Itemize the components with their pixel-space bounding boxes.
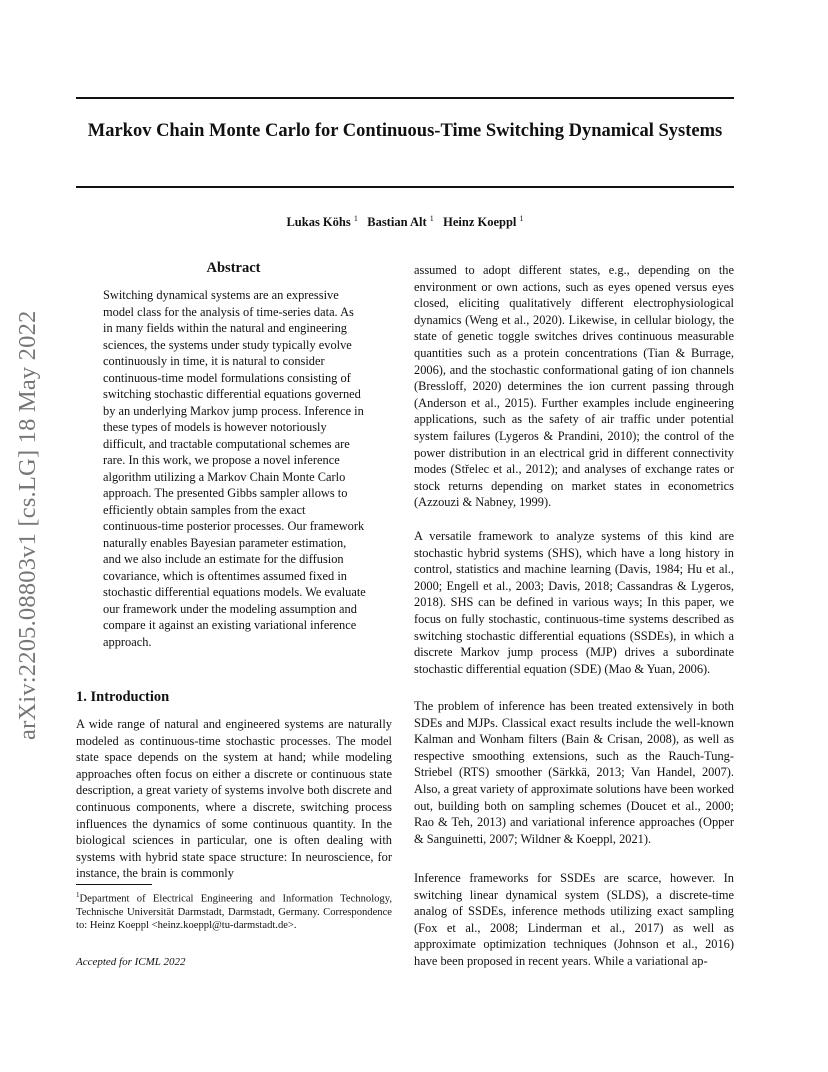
author-list [76,214,734,230]
author-affiliation: 1 [429,214,434,223]
intro-paragraph: The problem of inference has been treated extensively in both SDEs and MJPs. Classical exact results include the well-known Kalman and Wonham filters (Bain & Crisan, 2008), as well as respective smoothing extensions, such as the Rauch-Tung-Striebel (RTS) smoother (Särkkä, 2013; Van Handel, 2007). Also, a great variety of approximate solutions have been worked out, building both on sampling schemes (Doucet et al., 2000; Rao & Teh, 2013) and variational inference approaches (Opper & Sanguinetti, 2007; Wildner & Koeppl, 2021). [414,699,734,846]
footnote-rule [76,884,152,885]
intro-paragraph: A wide range of natural and engineered systems are naturally modeled as continuous-time stochastic processes. The model state space depends on the system at hand; while modeling approaches often focus on either a discrete or continuous state description, a great variety of systems involve both discrete and continuous components, where a discrete, switching process influences the dynamics of some continuous quantity. In the biological sciences in particular, one is often dealing with systems with hybrid state space structure: In neuroscience, for instance, the brain is commonly [76,717,392,881]
intro-paragraph: assumed to adopt different states, e.g., depending on the environment or own actions, such as eyes opened versus eyes closed, eliciting qualitatively different electrophysiological dynamics (Weng et al., 2020). Likewise, in cellular biology, the state of genetic toggle switches drives continuous measurable quantities such as a protein concentrations (Tian & Burrage, 2006), and the stochastic conformational gating of ion channels (Bressloff, 2020) determines the ion current passing through (Anderson et al., 2015). Further examples include engineering applications, such as the safety of air traffic under potential system failures (Lygeros & Prandini, 2010); the control of the power distribution in an electrical grid in different connectivity modes (Střelec et al., 2012); and analyses of exchange rates or stock returns depending on market states in econometrics (Azzouzi & Nabney, 1999). [414,263,734,510]
author-affiliation: 1 [519,214,524,223]
abstract-text: Switching dynamical systems are an expressive model class for the analysis of time-series data. As in many fields within the natural and engineering sciences, the systems under study typically evolve continuously in time, it is natural to consider continuous-time model formulations consisting of switching stochastic differential equations governed by an underlying Markov jump process. Inference in these types of models is however notoriously difficult, and tractable computational schemes are rare. In this work, we propose a novel inference algorithm utilizing a Markov Chain Monte Carlo approach. The presented Gibbs sampler allows to efficiently obtain samples from the exact continuous-time posterior processes. Our framework naturally enables Bayesian parameter estimation, and we also include an estimate for the diffusion covariance, which is oftentimes assumed fixed in stochastic differential equations models. We evaluate our framework under the modeling assumption and compare it against an existing variational inference approach. [103,288,366,649]
intro-paragraph: Inference frameworks for SSDEs are scarce, however. In switching linear dynamical system (SLDS), a discrete-time analog of SSDEs, inference methods utilizing exact sampling (Fox et al., 2008; Linderman et al., 2017) as well as approximate optimization techniques (Johnson et al., 2016) have been proposed in recent years. While a variational ap- [414,871,734,968]
title-top-rule [76,97,734,99]
paper-title: Markov Chain Monte Carlo for Continuous-Time Switching Dynamical Systems [87,121,723,141]
section-heading-introduction: 1. Introduction [76,689,170,705]
acceptance-note: Accepted for ICML 2022 [76,956,186,968]
intro-paragraph: A versatile framework to analyze systems of this kind are stochastic hybrid systems (SHS), which have a long history in control, statistics and machine learning (Davis, 1984; Hu et al., 2000; Engell et al., 2003; Davis, 2018; Cassandras & Lygeros, 2018). SHS can be defined in various ways; In this paper, we focus on fully stochastic, continuous-time systems described as switching stochastic differential equations (SSDEs), in which a discrete Markov jump process (MJP) drives a subordinate stochastic differential equation (SDE) (Mao & Yuan, 2006). [414,529,734,676]
author-name: Heinz Koeppl [443,215,517,230]
footnote [76,889,392,933]
title-bottom-rule [76,186,734,188]
author-name: Bastian Alt [367,215,427,230]
abstract-heading: Abstract [206,260,261,276]
author-affiliation: 1 [353,214,358,223]
footnote-text: Department of Electrical Engineering and Information Technology, Technische Universität Darmstadt, Darmstadt, Germany. Correspondence to: Heinz Koeppl <heinz.koeppl@tu-darmstadt.de>. [76,893,392,932]
footnote-mark: 1 [76,891,80,899]
author-name: Lukas Köhs [286,215,351,230]
arxiv-identifier: arXiv:2205.08803v1 [cs.LG] 18 May 2022 [14,310,41,740]
